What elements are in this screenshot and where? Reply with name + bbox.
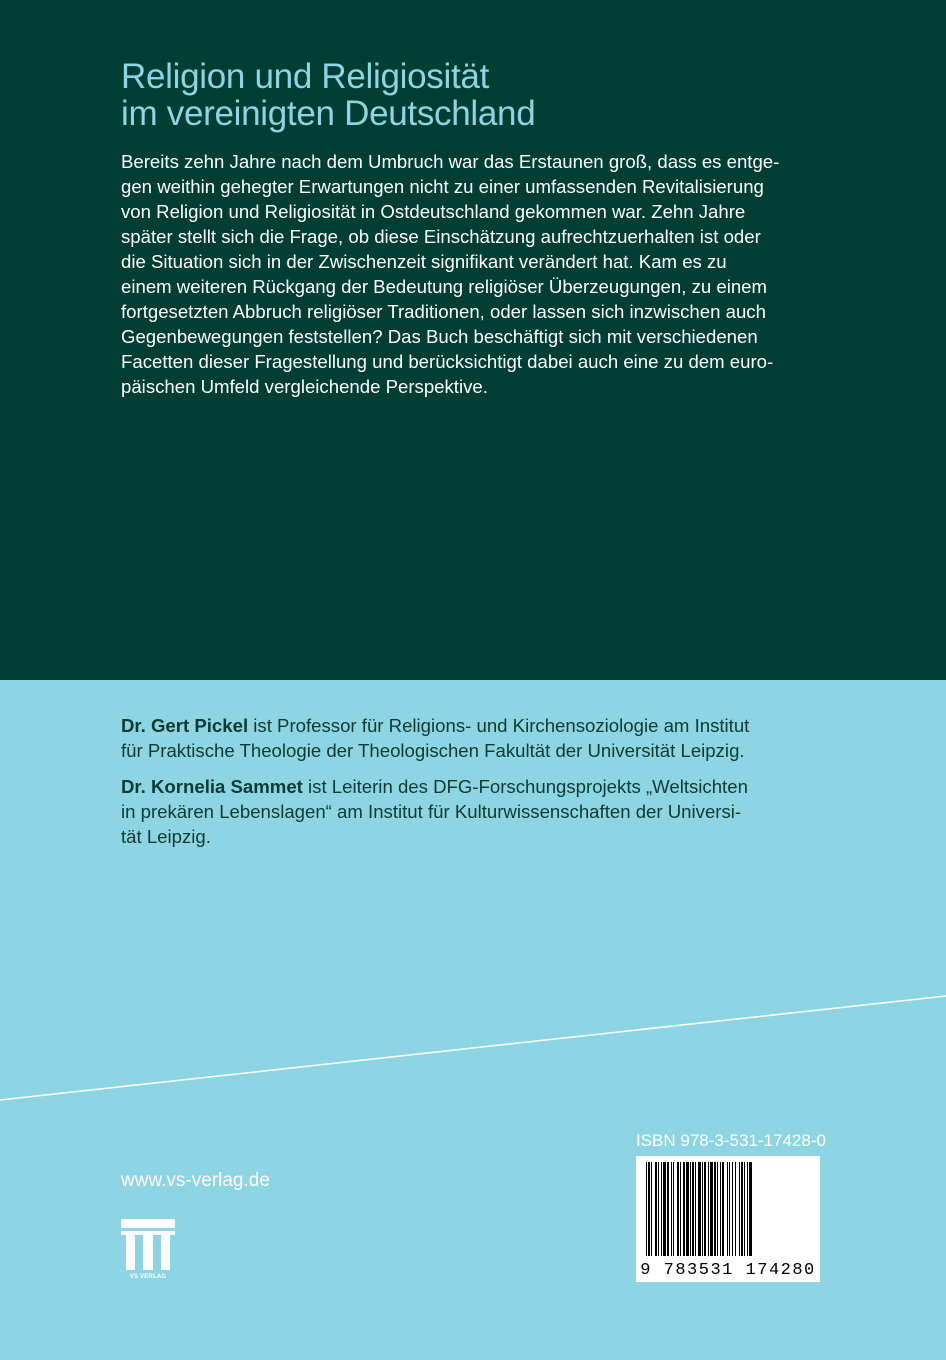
barcode-bar bbox=[686, 1162, 689, 1256]
bio-line bbox=[121, 713, 841, 738]
book-description bbox=[121, 149, 841, 399]
blurb-line: päischen Umfeld vergleichende Perspektive. bbox=[121, 376, 488, 397]
barcode-bar bbox=[651, 1162, 652, 1256]
barcode-bar bbox=[698, 1162, 701, 1256]
title-line-1: Religion und Religiosität bbox=[121, 57, 489, 96]
barcode-bar bbox=[710, 1162, 713, 1256]
barcode-bar bbox=[717, 1162, 718, 1256]
barcode-bar bbox=[667, 1162, 669, 1256]
blurb-line: Bereits zehn Jahre nach dem Umbruch war das Erstaunen groß, dass es entge- bbox=[121, 151, 780, 172]
blurb-line: einem weiteren Rückgang der Bedeutung religiöser Überzeugungen, zu einem bbox=[121, 276, 768, 297]
barcode-bar bbox=[720, 1162, 721, 1256]
barcode-bar bbox=[747, 1162, 748, 1256]
bio-line: tät Leipzig. bbox=[121, 826, 211, 847]
barcode-bar bbox=[695, 1162, 696, 1256]
barcode-bar bbox=[729, 1162, 730, 1256]
barcode-bar bbox=[677, 1162, 679, 1256]
barcode-bar bbox=[655, 1162, 657, 1256]
isbn-label: ISBN 978-3-531-17428-0 bbox=[636, 1131, 826, 1150]
barcode-bar bbox=[683, 1162, 685, 1256]
barcode-bar bbox=[658, 1162, 659, 1256]
barcode-bar bbox=[744, 1162, 745, 1256]
publisher-website[interactable]: www.vs-verlag.de bbox=[121, 1170, 270, 1191]
bio-text: ist Leiterin des DFG-Forschungsprojekts „Weltsichten bbox=[302, 776, 748, 797]
barcode-bar bbox=[663, 1162, 666, 1256]
barcode-bar bbox=[704, 1162, 706, 1256]
barcode-bar bbox=[739, 1162, 740, 1256]
bio-line: für Praktische Theologie der Theologischen Fakultät der Universität Leipzig. bbox=[121, 740, 745, 761]
bio-text: ist Professor für Religions- und Kirchensoziologie am Institut bbox=[248, 715, 750, 736]
barcode-bar bbox=[702, 1162, 703, 1256]
blurb-line: Gegenbewegungen feststellen? Das Buch beschäftigt sich mit verschiedenen bbox=[121, 326, 758, 347]
barcode-bar bbox=[741, 1162, 743, 1256]
barcode-bar bbox=[735, 1162, 736, 1256]
barcode-bar bbox=[673, 1162, 674, 1256]
blurb-line: gen weithin gehegter Erwartungen nicht zu einer umfassenden Revitalisierung bbox=[121, 176, 764, 197]
barcode-bar bbox=[690, 1162, 691, 1256]
bio-line bbox=[121, 774, 841, 799]
barcode-bar bbox=[680, 1162, 681, 1256]
barcode-bar bbox=[646, 1162, 647, 1256]
blurb-line: fortgesetzten Abbruch religiöser Traditionen, oder lassen sich inzwischen auch bbox=[121, 301, 766, 322]
blurb-line: Facetten dieser Fragestellung und berücksichtigt dabei auch eine zu dem euro- bbox=[121, 351, 774, 372]
barcode-digits: 9 783531 174280 bbox=[640, 1261, 816, 1280]
barcode-bar bbox=[732, 1162, 733, 1256]
barcode-bar bbox=[661, 1162, 662, 1256]
bio-line: in prekären Lebenslagen“ am Institut für Kulturwissenschaften der Universi- bbox=[121, 801, 742, 822]
barcode-bar bbox=[727, 1162, 728, 1256]
barcode-bar bbox=[648, 1162, 650, 1256]
blurb-line: später stellt sich die Frage, ob diese Einschätzung aufrechtzuerhalten ist oder bbox=[121, 226, 761, 247]
barcode-bar bbox=[708, 1162, 709, 1256]
barcode-bar bbox=[722, 1162, 724, 1256]
barcode bbox=[636, 1156, 820, 1282]
author-bio-sammet bbox=[121, 774, 841, 849]
book-title bbox=[121, 58, 535, 132]
blurb-line: die Situation sich in der Zwischenzeit signifikant verändert hat. Kam es zu bbox=[121, 251, 727, 272]
author-name: Dr. Gert Pickel bbox=[121, 715, 249, 736]
title-line-2: im vereinigten Deutschland bbox=[121, 94, 536, 133]
author-name: Dr. Kornelia Sammet bbox=[121, 776, 303, 797]
author-bio-pickel bbox=[121, 713, 841, 763]
blurb-line: von Religion und Religiosität in Ostdeutschland gekommen war. Zehn Jahre bbox=[121, 201, 746, 222]
publisher-logo-label: VS VERLAG bbox=[129, 1274, 167, 1280]
barcode-bar bbox=[671, 1162, 672, 1256]
barcode-bar bbox=[692, 1162, 694, 1256]
barcode-bars bbox=[644, 1162, 812, 1256]
barcode-bar bbox=[749, 1162, 752, 1256]
barcode-bar bbox=[714, 1162, 716, 1256]
